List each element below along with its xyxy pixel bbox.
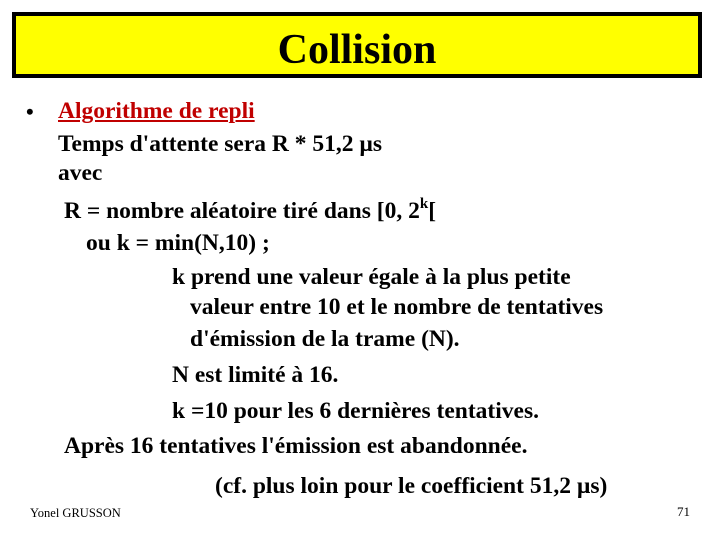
text-line-10: Après 16 tentatives l'émission est abandonnée. xyxy=(64,433,528,459)
text-line-11: (cf. plus loin pour le coefficient 51,2 µs) xyxy=(215,473,608,499)
bullet-marker: • xyxy=(26,99,34,124)
range-text: R = nombre aléatoire tiré dans [0, 2 xyxy=(64,198,420,224)
text-line-2: avec xyxy=(58,160,103,186)
text-line-6: valeur entre 10 et le nombre de tentatives xyxy=(190,294,604,320)
range-close: [ xyxy=(428,198,437,224)
footer-author: Yonel GRUSSON xyxy=(30,506,121,520)
title-banner xyxy=(12,12,702,78)
text-line-7: d'émission de la trame (N). xyxy=(190,326,460,352)
text-line-3 xyxy=(64,198,436,224)
slide-title: Collision xyxy=(277,27,437,73)
text-line-1: Temps d'attente sera R * 51,2 µs xyxy=(58,131,383,157)
page-number: 71 xyxy=(677,504,690,519)
section-heading: Algorithme de repli xyxy=(58,98,255,124)
exponent-k: k xyxy=(419,196,429,212)
text-line-4: ou k = min(N,10) ; xyxy=(86,230,270,256)
text-line-5: k prend une valeur égale à la plus petite xyxy=(172,264,571,290)
text-line-9: k =10 pour les 6 dernières tentatives. xyxy=(172,398,539,424)
text-line-8: N est limité à 16. xyxy=(172,362,339,388)
